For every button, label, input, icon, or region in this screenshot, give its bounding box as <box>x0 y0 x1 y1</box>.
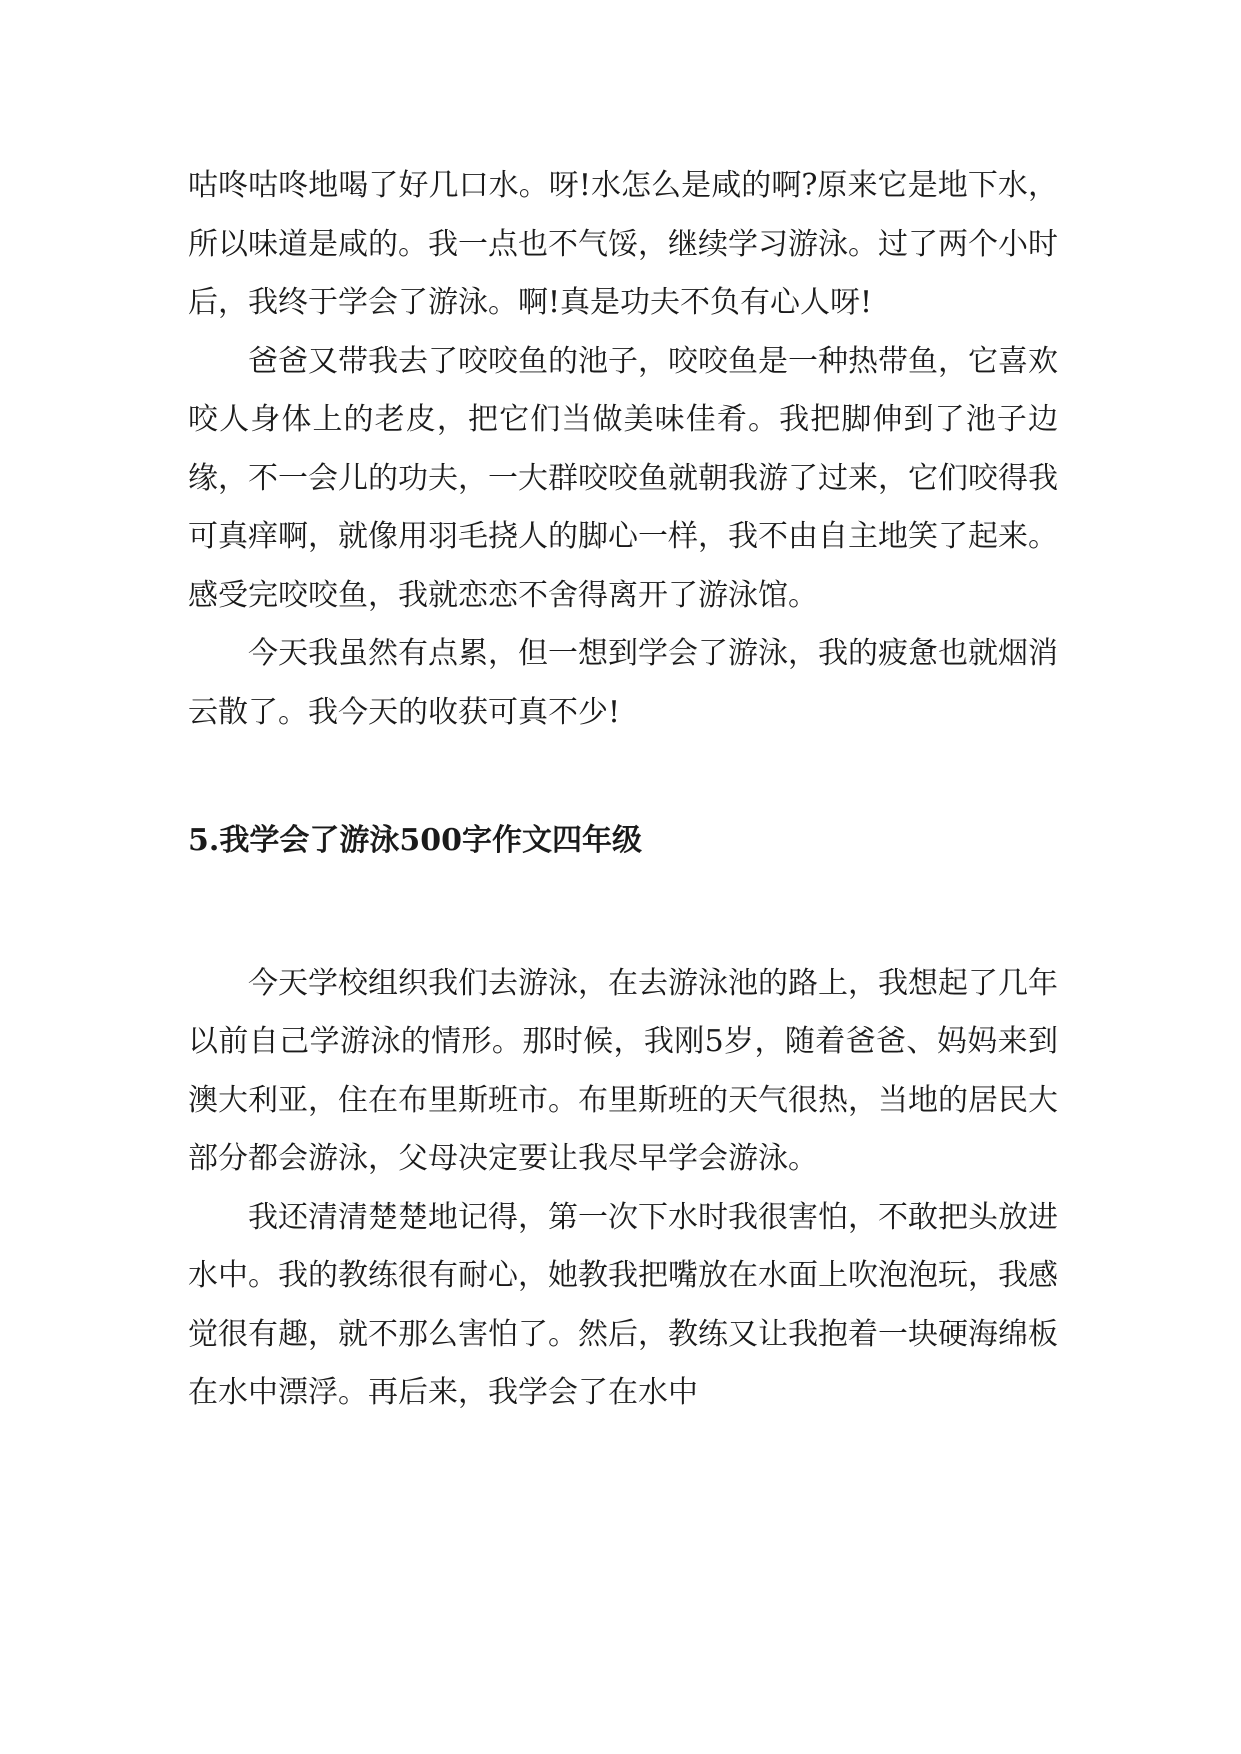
document-page <box>188 157 1058 1423</box>
spacer <box>188 742 1058 812</box>
spacer <box>188 871 1058 955</box>
body-paragraph: 我还清清楚楚地记得，第一次下水时我很害怕，不敢把头放进水中。我的教练很有耐心，她教我把嘴放在水面上吹泡泡玩，我感觉很有趣，就不那么害怕了。然后，教练又让我抱着一块硬海绵板在水中漂浮。再后来，我学会了在水中 <box>188 1199 1058 1410</box>
body-paragraph: 今天学校组织我们去游泳，在去游泳池的路上，我想起了几年以前自己学游泳的情形。那时候，我刚5岁，随着爸爸、妈妈来到澳大利亚，住在布里斯班市。布里斯班的天气很热，当地的居民大部分都会游泳，父母决定要让我尽早学会游泳。 <box>188 965 1058 1176</box>
body-paragraph: 爸爸又带我去了咬咬鱼的池子，咬咬鱼是一种热带鱼，它喜欢咬人身体上的老皮，把它们当做美味佳肴。我把脚伸到了池子边缘，不一会儿的功夫，一大群咬咬鱼就朝我游了过来，它们咬得我可真痒啊，就像用羽毛挠人的脚心一样，我不由自主地笑了起来。感受完咬咬鱼，我就恋恋不舍得离开了游泳馆。 <box>188 343 1058 613</box>
section-heading: 5.我学会了游泳500字作文四年级 <box>188 823 642 858</box>
body-paragraph: 今天我虽然有点累，但一想到学会了游泳，我的疲惫也就烟消云散了。我今天的收获可真不少! <box>188 636 1058 730</box>
body-paragraph: 咕咚咕咚地喝了好几口水。呀!水怎么是咸的啊?原来它是地下水，所以味道是咸的。我一点也不气馁，继续学习游泳。过了两个小时后，我终于学会了游泳。啊!真是功夫不负有心人呀! <box>188 168 1058 320</box>
